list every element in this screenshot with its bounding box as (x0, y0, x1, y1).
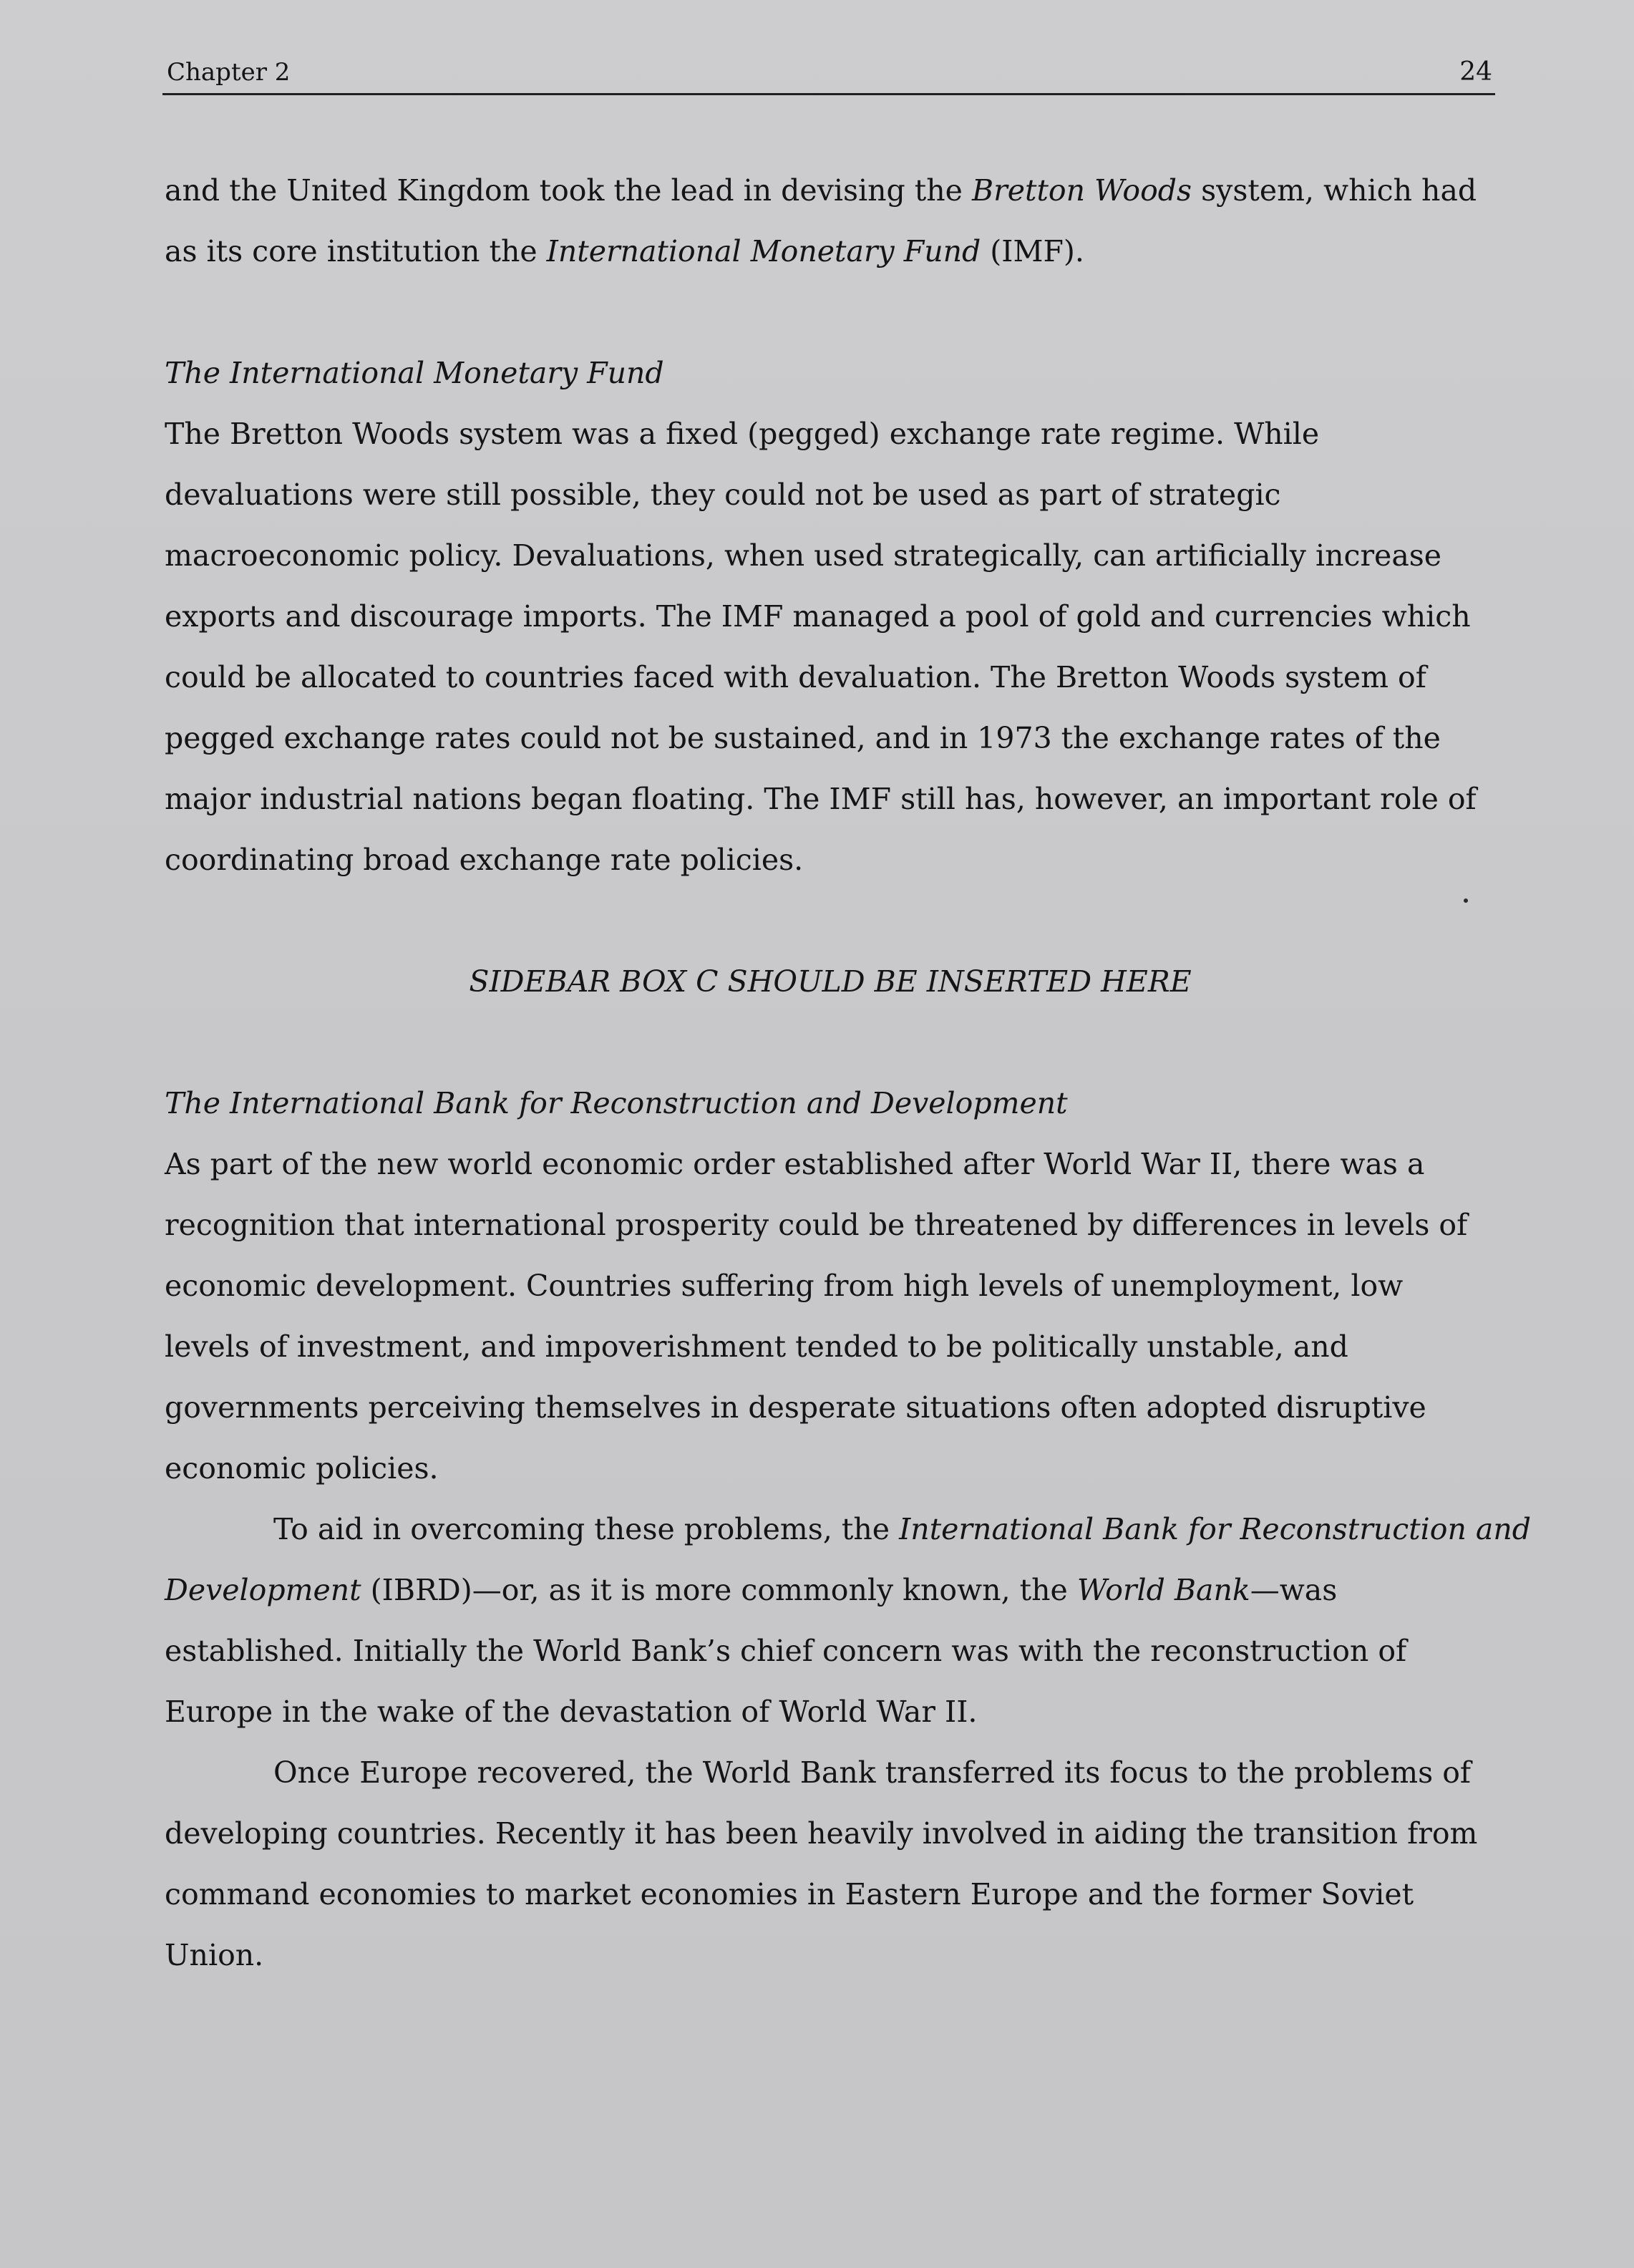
text-line: Union. (165, 1938, 264, 1972)
text-line: governments perceiving themselves in desperate situations often adopted disruptive (165, 1390, 1426, 1425)
text-line: economic policies. (165, 1451, 439, 1486)
page-number: 24 (1459, 57, 1492, 87)
text-line: levels of investment, and impoverishment tended to be politically unstable, and (165, 1329, 1348, 1364)
text-line: Europe in the wake of the devastation of World War II. (165, 1695, 978, 1729)
text-line: As part of the new world economic order established after World War II, there was a (165, 1147, 1425, 1181)
text-line: command economies to market economies in Eastern Europe and the former Soviet (165, 1877, 1414, 1911)
spacer (165, 891, 1496, 951)
section-heading-imf: The International Monetary Fund (165, 356, 664, 390)
text-line: macroeconomic policy. Devaluations, when used strategically, can artificially increase (165, 538, 1442, 573)
text-line: devaluations were still possible, they could not be used as part of strategic (165, 478, 1281, 512)
text-line: exports and discourage imports. The IMF managed a pool of gold and currencies which (165, 599, 1471, 634)
text-line: coordinating broad exchange rate policies. (165, 843, 804, 877)
text-line: as its core institution the International Monetary Fund (IMF). (165, 234, 1084, 268)
header-divider (162, 93, 1495, 95)
text-line: Once Europe recovered, the World Bank transferred its focus to the problems of (273, 1755, 1472, 1790)
text-line: established. Initially the World Bank’s chief concern was with the reconstruction of (165, 1634, 1407, 1668)
text-line: Development (IBRD)—or, as it is more commonly known, the World Bank—was (165, 1573, 1338, 1607)
page-body (165, 160, 1531, 1986)
text-line: To aid in overcoming these problems, the International Bank for Reconstruction and (273, 1512, 1531, 1546)
text-line: developing countries. Recently it has been heavily involved in aiding the transition from (165, 1816, 1478, 1851)
text-line: recognition that international prosperity could be threatened by differences in levels of (165, 1208, 1468, 1242)
chapter-label: Chapter 2 (167, 58, 291, 87)
text-line: pegged exchange rates could not be sustained, and in 1973 the exchange rates of the (165, 721, 1441, 755)
text-line: economic development. Countries suffering from high levels of unemployment, low (165, 1269, 1404, 1303)
text-line: major industrial nations began floating. The IMF still has, however, an important role of (165, 782, 1477, 816)
text-line: The Bretton Woods system was a fixed (pegged) exchange rate regime. While (165, 417, 1320, 451)
stray-mark (1464, 898, 1468, 903)
page-header (167, 54, 1492, 94)
spacer (165, 1012, 1496, 1073)
text-line: could be allocated to countries faced with devaluation. The Bretton Woods system of (165, 660, 1426, 694)
text-line: and the United Kingdom took the lead in devising the Bretton Woods system, which had (165, 173, 1477, 208)
spacer (165, 282, 1496, 343)
section-heading-ibrd: The International Bank for Reconstruction and Development (165, 1086, 1068, 1120)
sidebar-insert-note: SIDEBAR BOX C SHOULD BE INSERTED HERE (469, 964, 1192, 999)
